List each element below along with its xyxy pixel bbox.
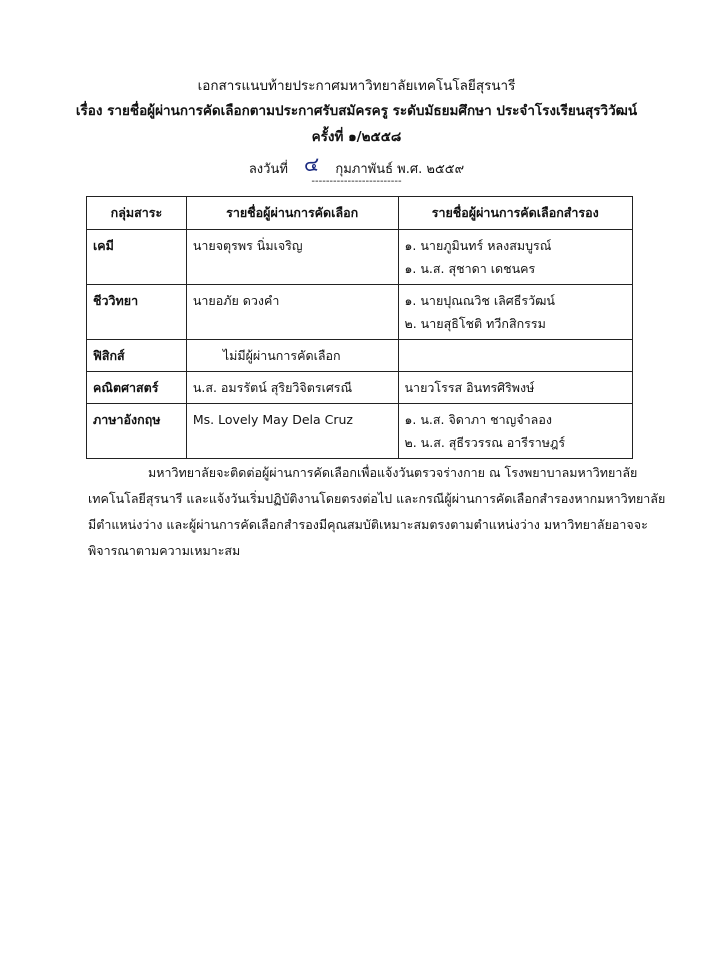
notice-paragraph (88, 460, 666, 564)
selected-name: ไม่มีผู้ผ่านการคัดเลือก (222, 348, 341, 363)
selection-table (86, 196, 633, 459)
document-title: เอกสารแนบท้ายประกาศมหาวิทยาลัยเทคโนโลยีสุรนารี (197, 78, 516, 94)
subject-cell (87, 340, 187, 372)
paragraph-line: พิจารณาตามความเหมาะสม (88, 543, 241, 558)
reserve-name: ๑. นายภูมินทร์ หลงสมบูรณ์ (404, 238, 552, 253)
reserve-name: ๒. นายสุธิโชติ ทวีกสิกรรม (404, 316, 546, 331)
reserve-cell (398, 404, 633, 459)
column-header: รายชื่อผู้ผ่านการคัดเลือกสำรอง (398, 197, 633, 230)
selected-cell (186, 340, 398, 372)
reserve-cell (398, 340, 633, 372)
subject-label: ภาษาอังกฤษ (93, 412, 161, 427)
selected-name: น.ส. อมรรัตน์ สุริยวิจิตรเศรณี (192, 380, 353, 395)
paragraph-line: มีตำแหน่งว่าง และผู้ผ่านการคัดเลือกสำรองมีคุณสมบัติเหมาะสมตรงตามตำแหน่งว่าง มหาวิทยาลัยอาจจะ (88, 517, 648, 532)
subject-cell (87, 404, 187, 459)
selected-name: Ms. Lovely May Dela Cruz (192, 412, 353, 427)
selected-cell (186, 230, 398, 285)
reserve-name: ๑. นายปุณณวิช เลิศธีรวัฒน์ (404, 293, 555, 308)
table-row (87, 404, 633, 459)
date-rest: กุมภาพันธ์ พ.ศ. ๒๕๕๙ (335, 162, 465, 177)
table-row (87, 372, 633, 404)
selected-cell (186, 372, 398, 404)
selected-cell (186, 285, 398, 340)
reserve-name: ๒. น.ส. สุธีรวรรณ อารีราษฎร์ (404, 435, 566, 450)
table-row (87, 340, 633, 372)
announcement-number: ครั้งที่ ๑/๒๕๕๘ (311, 129, 402, 145)
subject-cell (87, 230, 187, 285)
subject-label: เคมี (93, 238, 114, 253)
date-prefix: ลงวันที่ (248, 162, 288, 177)
reserve-cell (398, 285, 633, 340)
reserve-name: นายวโรรส อินทรศิริพงษ์ (404, 380, 535, 395)
selected-name: นายอภัย ดวงคำ (192, 293, 280, 308)
selected-name: นายจตุรพร นิ่มเจริญ (192, 238, 303, 253)
subject-label: คณิตศาสตร์ (93, 380, 159, 395)
column-header: รายชื่อผู้ผ่านการคัดเลือก (186, 197, 398, 230)
table-row (87, 285, 633, 340)
subject-label: ชีววิทยา (93, 293, 139, 308)
selected-cell (186, 404, 398, 459)
document-subject: เรื่อง รายชื่อผู้ผ่านการคัดเลือกตามประกาศรับสมัครครู ระดับมัธยมศึกษา ประจำโรงเรียนสุรวิวัฒน์ (75, 103, 638, 119)
paragraph-line: เทคโนโลยีสุรนารี และแจ้งวันเริ่มปฏิบัติงานโดยตรงต่อไป และกรณีผู้ผ่านการคัดเลือกสำรองหากมหาวิทยาลัย (88, 491, 666, 506)
subject-cell (87, 285, 187, 340)
table-row (87, 230, 633, 285)
column-header: กลุ่มสาระ (87, 197, 187, 230)
reserve-cell (398, 230, 633, 285)
subject-cell (87, 372, 187, 404)
separator-line: ------------------------- (311, 176, 402, 187)
subject-label: ฟิสิกส์ (93, 348, 125, 363)
reserve-name: ๑. น.ส. สุชาดา เดชนคร (404, 261, 536, 276)
handwritten-day: ๔ (304, 152, 320, 176)
reserve-name: ๑. น.ส. จิดาภา ชาญจำลอง (404, 412, 552, 427)
reserve-cell (398, 372, 633, 404)
table-header-row (87, 197, 633, 230)
paragraph-line: มหาวิทยาลัยจะติดต่อผู้ผ่านการคัดเลือกเพื่อแจ้งวันตรวจร่างกาย ณ โรงพยาบาลมหาวิทยาลัย (148, 465, 638, 480)
